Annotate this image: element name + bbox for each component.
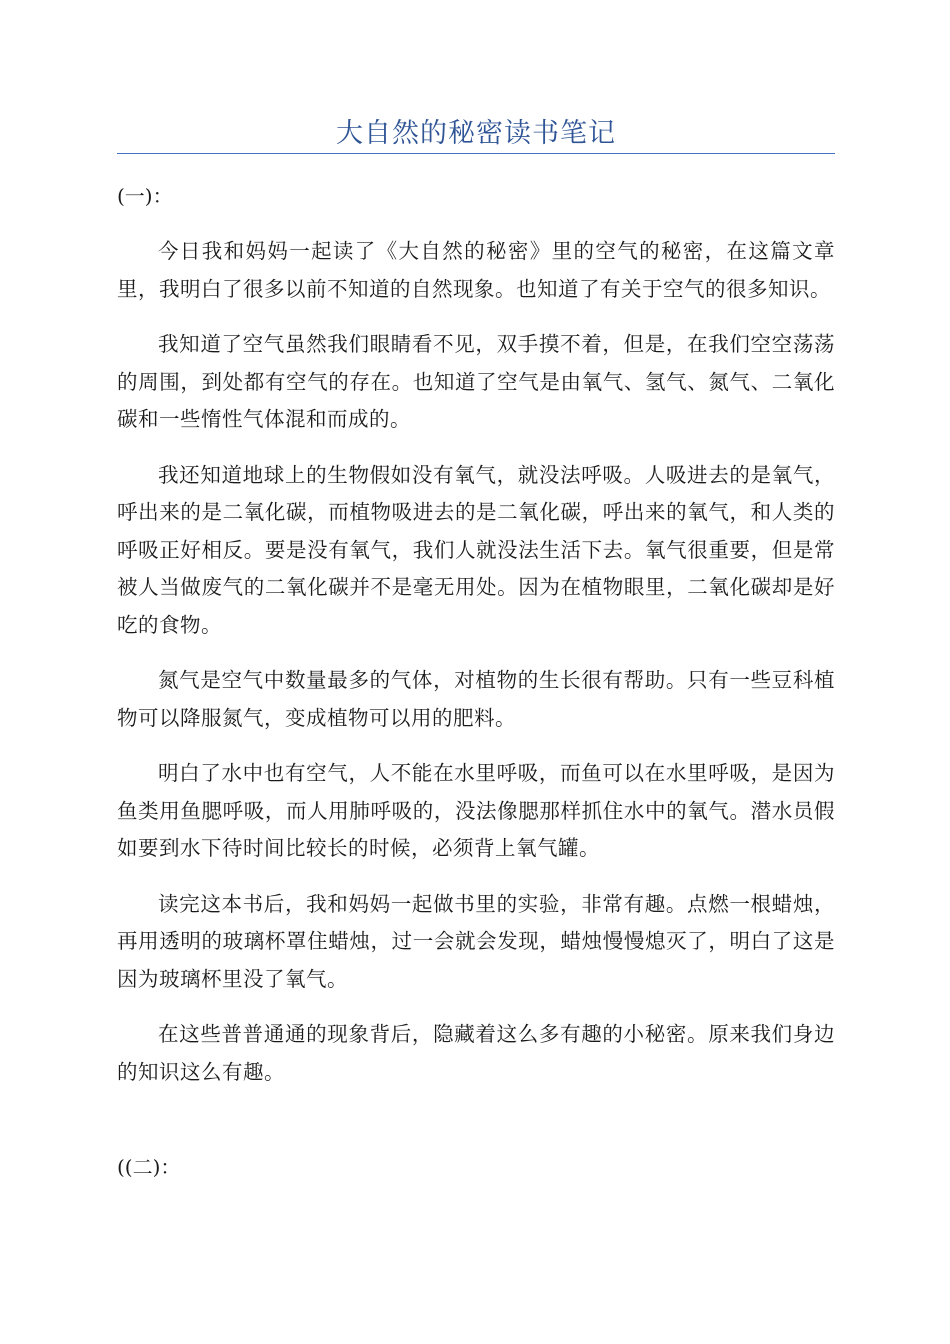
body-text bbox=[117, 233, 835, 1109]
section-one-label: (一)： bbox=[117, 184, 173, 208]
paragraph-1: 今日我和妈妈一起读了《大自然的秘密》里的空气的秘密，在这篇文章里，我明白了很多以前不知道的自然现象。也知道了有关于空气的很多知识。 bbox=[117, 239, 835, 301]
paragraph-4: 氮气是空气中数量最多的气体，对植物的生长很有帮助。只有一些豆科植物可以降服氮气，变成植物可以用的肥料。 bbox=[117, 668, 835, 730]
title-underline bbox=[117, 153, 835, 154]
paragraph-5: 明白了水中也有空气，人不能在水里呼吸，而鱼可以在水里呼吸，是因为鱼类用鱼腮呼吸，而人用肺呼吸的，没法像腮那样抓住水中的氧气。潜水员假如要到水下待时间比较长的时候，必须背上氧气罐。 bbox=[117, 761, 835, 860]
document-title: 大自然的秘密读书笔记 bbox=[336, 118, 616, 149]
paragraph-3: 我还知道地球上的生物假如没有氧气，就没法呼吸。人吸进去的是氧气，呼出来的是二氧化碳，而植物吸进去的是二氧化碳，呼出来的氧气，和人类的呼吸正好相反。要是没有氧气，我们人就没法生活下去。氧气很重要，但是常被人当做废气的二氧化碳并不是毫无用处。因为在植物眼里，二氧化碳却是好吃的食物。 bbox=[117, 462, 835, 637]
section-two-label: ((二)： bbox=[117, 1155, 181, 1179]
document-page bbox=[117, 0, 835, 1344]
paragraph-6: 读完这本书后，我和妈妈一起做书里的实验，非常有趣。点燃一根蜡烛，再用透明的玻璃杯罩住蜡烛，过一会就会发现，蜡烛慢慢熄灭了，明白了这是因为玻璃杯里没了氧气。 bbox=[117, 891, 835, 991]
paragraph-2: 我知道了空气虽然我们眼睛看不见，双手摸不着，但是，在我们空空荡荡的周围，到处都有空气的存在。也知道了空气是由氧气、氢气、氮气、二氧化碳和一些惰性气体混和而成的。 bbox=[117, 332, 835, 431]
paragraph-7: 在这些普普通通的现象背后，隐藏着这么多有趣的小秘密。原来我们身边的知识这么有趣。 bbox=[117, 1022, 835, 1084]
